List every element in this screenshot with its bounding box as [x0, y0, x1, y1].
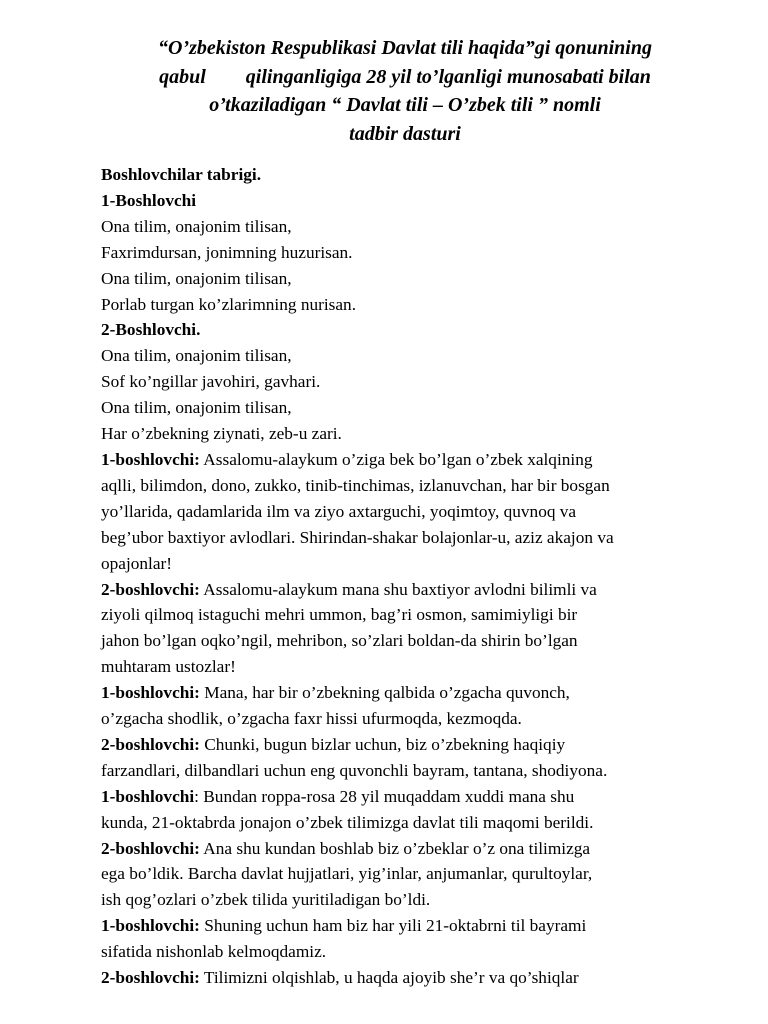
- text-line: [101, 810, 726, 836]
- title-line-2-start: qabul: [159, 65, 206, 88]
- speaker-label: 2-boshlovchi:: [101, 838, 200, 858]
- poem-line: [101, 343, 726, 369]
- text-line: [101, 447, 726, 473]
- title-line-3: o’tkaziladigan “ Davlat tili – O’zbek tili ” nomli: [209, 94, 601, 116]
- line-text: ega bo’ldik. Barcha davlat hujjatlari, yig’inlar, anjumanlar, qurultoylar,: [101, 864, 593, 884]
- poem-line: [101, 421, 726, 447]
- line-text: Ona tilim, onajonim tilisan,: [101, 398, 292, 418]
- text-line: [101, 525, 726, 551]
- line-text: aqlli, bilimdon, dono, zukko, tinib-tinchimas, izlanuvchan, har bir bosgan: [101, 475, 610, 495]
- text-line: [101, 317, 726, 343]
- text-line: [101, 473, 726, 499]
- line-text: ish qog’ozlari o’zbek tilida yuritiladigan bo’ldi.: [101, 890, 431, 910]
- speaker-label: 1-Boshlovchi: [101, 190, 197, 210]
- speaker-label: 1-boshlovchi:: [101, 916, 200, 936]
- line-text: sifatida nishonlab kelmoqdamiz.: [101, 942, 327, 962]
- line-text: jahon bo’lgan oqko’ngil, mehribon, so’zlari boldan-da shirin bo’lgan: [101, 631, 578, 651]
- line-text: Assalomu-alaykum o’ziga bek bo’lgan o’zbek xalqining: [199, 449, 593, 469]
- text-line: [101, 188, 726, 214]
- text-line: [101, 706, 726, 732]
- line-text: Har o’zbekning ziynati, zeb-u zari.: [101, 424, 342, 444]
- text-line: [101, 887, 726, 913]
- text-line: [101, 965, 726, 991]
- text-line: [101, 784, 726, 810]
- text-line: [101, 913, 726, 939]
- line-text: Faxrimdursan, jonimning huzurisan.: [101, 242, 353, 262]
- line-text: Mana, har bir o’zbekning qalbida o’zgacha quvonch,: [199, 683, 570, 703]
- text-line: [101, 836, 726, 862]
- line-text: Sof ko’ngillar javohiri, gavhari.: [101, 372, 321, 392]
- poem-line: [101, 292, 726, 318]
- text-line: [101, 654, 726, 680]
- line-text: Porlab turgan ko’zlarimning nurisan.: [101, 294, 357, 314]
- text-line: [101, 162, 726, 188]
- speaker-label: 2-boshlovchi:: [101, 968, 200, 988]
- speaker-label: 1-boshlovchi:: [101, 683, 200, 703]
- line-text: o’zgacha shodlik, o’zgacha faxr hissi ufurmoqda, kezmoqda.: [101, 709, 522, 729]
- line-text: Ona tilim, onajonim tilisan,: [101, 268, 292, 288]
- line-text: kunda, 21-oktabrda jonajon o’zbek tilimizga davlat tili maqomi berildi.: [101, 812, 594, 832]
- title-line-1: “O’zbekiston Respublikasi Davlat tili haqida”gi qonunining: [158, 37, 652, 59]
- speaker-label: 2-boshlovchi:: [101, 734, 200, 754]
- speaker-label: Boshlovchilar tabrigi.: [101, 165, 262, 184]
- line-text: Tilimizni olqishlab, u haqda ajoyib she’r va qo’shiqlar: [199, 968, 579, 988]
- text-line: [101, 758, 726, 784]
- text-line: [101, 939, 726, 965]
- poem-line: [101, 214, 726, 240]
- title-line-2: [100, 63, 710, 92]
- line-text: yo’llarida, qadamlarida ilm va ziyo axtarguchi, yoqimtoy, quvnoq va: [101, 501, 577, 521]
- line-text: beg’ubor baxtiyor avlodlari. Shirindan-shakar bolajonlar-u, aziz akajon va: [101, 527, 614, 547]
- line-text: farzandlari, dilbandlari uchun eng quvonchli bayram, tantana, shodiyona.: [101, 760, 608, 780]
- text-line: [101, 577, 726, 603]
- speaker-label: 2-boshlovchi:: [101, 579, 200, 599]
- text-line: [101, 602, 726, 628]
- line-text: muhtaram ustozlar!: [101, 657, 236, 677]
- title-line-4: tadbir dasturi: [349, 122, 461, 145]
- document-title: [100, 34, 710, 148]
- line-text: Assalomu-alaykum mana shu baxtiyor avlodni bilimli va: [199, 579, 597, 599]
- poem-line: [101, 395, 726, 421]
- line-text: Ana shu kundan boshlab biz o’zbeklar o’z ona tilimizga: [199, 838, 591, 858]
- speaker-label: 1-boshlovchi: [101, 786, 195, 806]
- line-text: Ona tilim, onajonim tilisan,: [101, 216, 292, 236]
- speaker-label: 1-boshlovchi:: [101, 449, 200, 469]
- poem-line: [101, 369, 726, 395]
- line-text: opajonlar!: [101, 553, 173, 573]
- text-line: [101, 628, 726, 654]
- line-text: Ona tilim, onajonim tilisan,: [101, 346, 292, 366]
- text-line: [101, 732, 726, 758]
- line-text: Chunki, bugun bizlar uchun, biz o’zbekning haqiqiy: [199, 734, 566, 754]
- poem-line: [101, 240, 726, 266]
- document-body: [101, 162, 726, 991]
- line-text: : Bundan roppa-rosa 28 yil muqaddam xuddi mana shu: [194, 786, 575, 806]
- title-line-2-end: qilinganligiga 28 yil to’lganligi munosabati bilan: [245, 65, 651, 88]
- text-line: [101, 680, 726, 706]
- text-line: [101, 551, 726, 577]
- text-line: [101, 861, 726, 887]
- poem-line: [101, 266, 726, 292]
- line-text: Shuning uchun ham biz har yili 21-oktabrni til bayrami: [199, 916, 587, 936]
- line-text: ziyoli qilmoq istaguchi mehri ummon, bag’ri osmon, samimiyligi bir: [101, 605, 578, 625]
- speaker-label: 2-Boshlovchi.: [101, 320, 201, 340]
- text-line: [101, 499, 726, 525]
